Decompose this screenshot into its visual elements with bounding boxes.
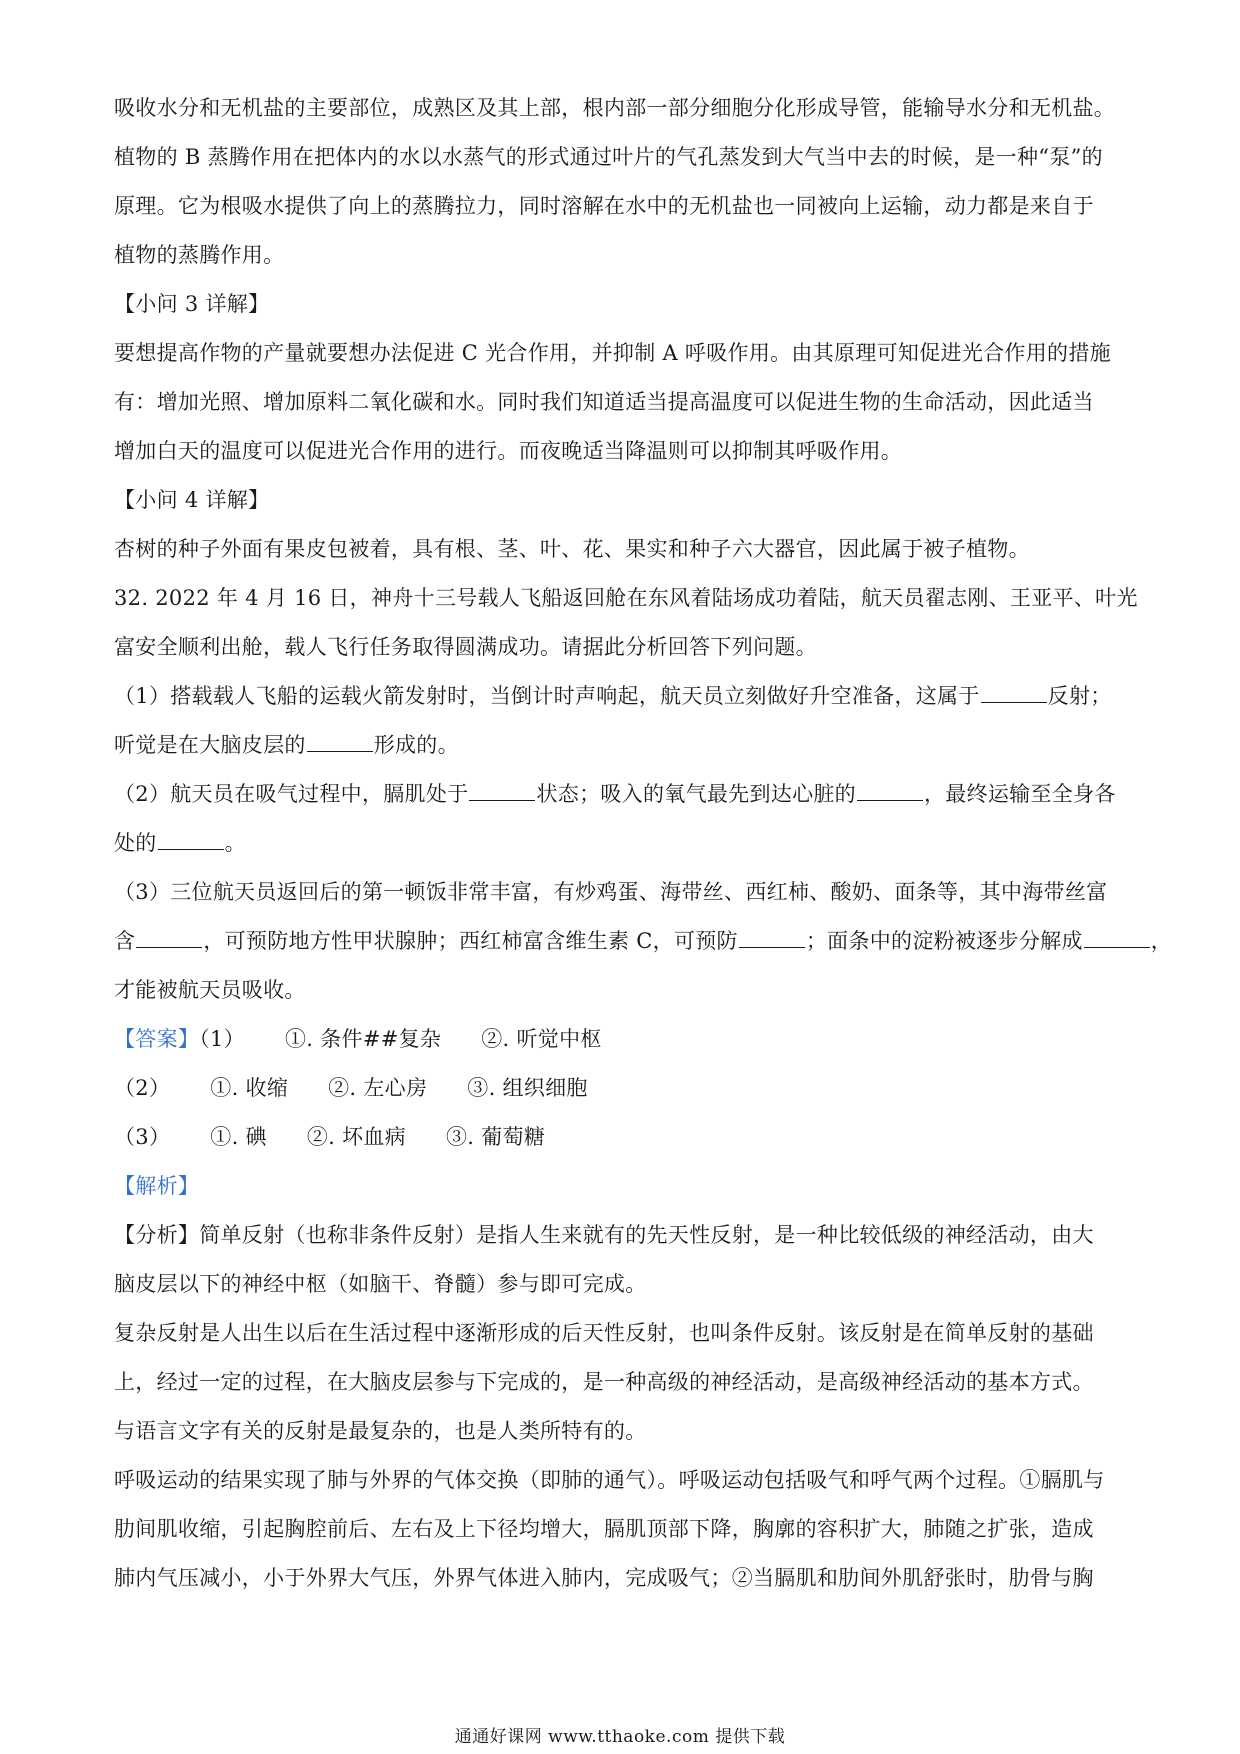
text-line: 肺内气压减小，小于外界大气压，外界气体进入肺内，完成吸气；②当膈肌和肋间外肌舒张时，肋骨与胸 — [114, 1566, 1094, 1590]
text-line: 有：增加光照、增加原料二氧化碳和水。同时我们知道适当提高温度可以促进生物的生命活动，因此适当 — [114, 390, 1094, 414]
answer-blank — [136, 923, 202, 948]
question-1-line-2: 听觉是在大脑皮层的 形成的。 — [114, 721, 1130, 770]
answer-row-3: （3） ①. 碘 ②. 坏血病 ③. 葡萄糖 — [114, 1125, 546, 1149]
answer-blank — [158, 825, 224, 850]
question-2-line-1: （2）航天员在吸气过程中，膈肌处于 状态；吸入的氧气最先到达心脏的 ，最终运输至全身各 — [114, 770, 1130, 819]
page-footer: 通通好课网 www.tthaoke.com 提供下载 — [454, 1727, 786, 1747]
text-line: 上，经过一定的过程，在大脑皮层参与下完成的，是一种高级的神经活动，是高级神经活动的基本方式。 — [114, 1370, 1094, 1394]
question-3-line-1: （3）三位航天员返回后的第一顿饭非常丰富，有炒鸡蛋、海带丝、西红柿、酸奶、面条等，其中海带丝富 — [114, 880, 1108, 904]
text-line: 植物的 B 蒸腾作用在把体内的水以水蒸气的形式通过叶片的气孔蒸发到大气当中去的时候，是一种“泵”的 — [114, 145, 1103, 169]
text-line: 增加白天的温度可以促进光合作用的进行。而夜晚适当降温则可以抑制其呼吸作用。 — [114, 439, 903, 463]
text-line: 植物的蒸腾作用。 — [114, 243, 285, 267]
answer-blank — [739, 923, 805, 948]
answer-blank — [981, 678, 1047, 703]
answer-blank — [307, 727, 373, 752]
answer-tag: 【答案】 — [114, 1027, 200, 1051]
text-line: 原理。它为根吸水提供了向上的蒸腾拉力，同时溶解在水中的无机盐也一同被向上运输，动力都是来自于 — [114, 194, 1094, 218]
question-2-line-2: 处的 。 — [114, 819, 1130, 868]
text-line: 脑皮层以下的神经中枢（如脑干、脊髓）参与即可完成。 — [114, 1272, 647, 1296]
answer-blank — [1084, 923, 1150, 948]
document-page — [114, 84, 1173, 1603]
question-3-line-3: 才能被航天员吸收。 — [114, 978, 306, 1002]
text-line: 【分析】简单反射（也称非条件反射）是指人生来就有的先天性反射，是一种比较低级的神经活动，由大 — [114, 1223, 1094, 1247]
text-line: 肋间肌收缩，引起胸腔前后、左右及上下径均增大，膈肌顶部下降，胸廓的容积扩大，肺随之扩张，造成 — [114, 1517, 1094, 1541]
answer-row-2: （2） ①. 收缩 ②. 左心房 ③. 组织细胞 — [114, 1076, 588, 1100]
answer-blank — [857, 776, 923, 801]
text-line: 吸收水分和无机盐的主要部位，成熟区及其上部，根内部一部分细胞分化形成导管，能输导水分和无机盐。 — [114, 96, 1116, 120]
text-line: 富安全顺利出舱，载人飞行任务取得圆满成功。请据此分析回答下列问题。 — [114, 635, 817, 659]
analysis-tag: 【解析】 — [114, 1174, 200, 1198]
question-1-line-1: （1）搭载载人飞船的运载火箭发射时，当倒计时声响起，航天员立刻做好升空准备，这属于 反射； — [114, 672, 1130, 721]
section-heading-q4: 【小问 4 详解】 — [114, 488, 270, 512]
analysis-heading — [114, 1162, 1130, 1211]
section-heading-q3: 【小问 3 详解】 — [114, 292, 270, 316]
question-32-stem: 32. 2022 年 4 月 16 日，神舟十三号载人飞船返回舱在东风着陆场成功着陆，航天员翟志刚、王亚平、叶光 — [114, 586, 1138, 610]
question-3-line-2: 含 ，可预防地方性甲状腺肿；西红柿富含维生素 C，可预防 ；面条中的淀粉被逐步分解成 ， — [114, 917, 1130, 966]
answer-blank — [469, 776, 535, 801]
answer-row-1: 【答案】（1） ①. 条件##复杂 ②. 听觉中枢 — [114, 1027, 602, 1051]
text-line: 要想提高作物的产量就要想办法促进 C 光合作用，并抑制 A 呼吸作用。由其原理可知促进光合作用的措施 — [114, 341, 1111, 365]
text-line: 复杂反射是人出生以后在生活过程中逐渐形成的后天性反射，也叫条件反射。该反射是在简单反射的基础 — [114, 1321, 1094, 1345]
text-line: 呼吸运动的结果实现了肺与外界的气体交换（即肺的通气）。呼吸运动包括吸气和呼气两个过程。①膈肌与 — [114, 1468, 1105, 1492]
text-line: 杏树的种子外面有果皮包被着，具有根、茎、叶、花、果实和种子六大器官，因此属于被子植物。 — [114, 537, 1030, 561]
text-line: 与语言文字有关的反射是最复杂的，也是人类所特有的。 — [114, 1419, 647, 1443]
